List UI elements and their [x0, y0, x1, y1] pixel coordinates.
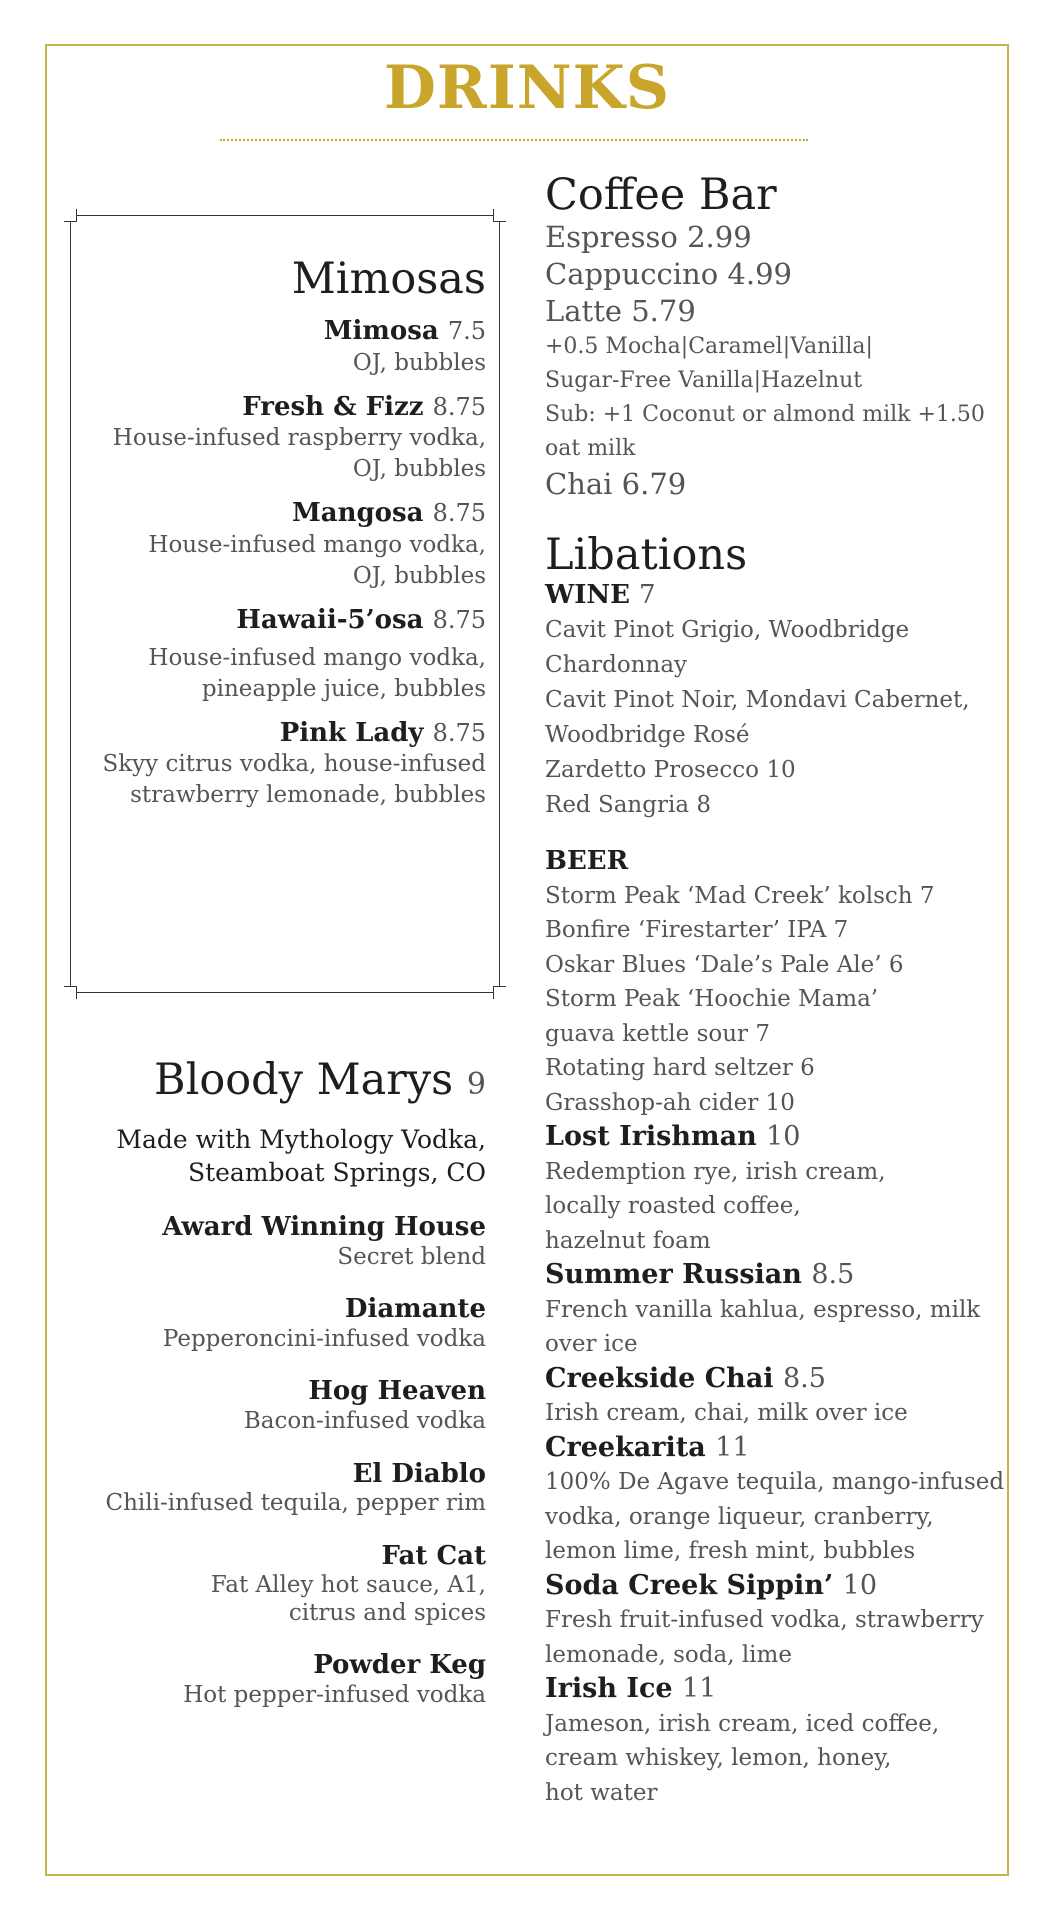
beer-line: Storm Peak ‘Hoochie Mama’ — [545, 986, 879, 1013]
item-name: Lost Irishman 10 — [545, 1121, 801, 1153]
beer-line: Grasshop-ah cider 10 — [545, 1089, 795, 1116]
beer-line: Rotating hard seltzer 6 — [545, 1055, 815, 1082]
item-price: 10 — [842, 1569, 878, 1601]
menu-item — [102, 391, 486, 486]
item-price: 8.75 — [432, 718, 486, 747]
beer-line: Storm Peak ‘Mad Creek’ kolsch 7 — [545, 882, 935, 909]
bloody-marys-section — [106, 1057, 487, 1709]
coffee-item: Espresso 2.99 — [545, 220, 752, 255]
item-price: 11 — [715, 1431, 750, 1463]
item-price: 8.75 — [432, 392, 486, 421]
box-corner — [493, 209, 506, 222]
wine-price: 7 — [639, 580, 656, 611]
item-description: Irish cream, chai, milk over ice — [545, 1400, 908, 1427]
wine-line: Zardetto Prosecco 10 — [545, 756, 796, 783]
libations-section — [545, 532, 1004, 1810]
cocktail-item — [545, 1362, 1004, 1431]
item-description: House-infused mango vodka, OJ, bubbles — [148, 531, 486, 589]
item-description: OJ, bubbles — [352, 349, 486, 376]
item-description: Skyy citrus vodka, house-infused strawberry lemonade, bubbles — [102, 751, 486, 809]
item-description: Fresh fruit-infused vodka, strawberry lemonade, soda, lime — [545, 1607, 984, 1668]
item-description: Secret blend — [337, 1243, 486, 1270]
beer-line: guava kettle sour 7 — [545, 1020, 770, 1047]
coffee-flavors: Sugar-Free Vanilla|Hazelnut — [545, 367, 863, 393]
mimosas-heading: Mimosas — [291, 254, 486, 304]
beer-line: Bonfire ‘Firestarter’ IPA 7 — [545, 917, 849, 944]
mimosas-section — [102, 256, 486, 811]
item-name: Fresh & Fizz 8.75 — [242, 391, 486, 422]
coffee-flavors: +0.5 Mocha|Caramel|Vanilla| — [545, 333, 873, 359]
menu-item — [106, 1458, 487, 1518]
menu-item — [102, 604, 486, 705]
menu-item — [102, 717, 486, 812]
item-name: Creekside Chai 8.5 — [545, 1362, 826, 1394]
box-corner — [64, 209, 77, 222]
wine-line: Chardonnay — [545, 652, 688, 679]
coffee-milk-sub: oat milk — [545, 436, 636, 462]
cocktail-item — [545, 1120, 1004, 1258]
beer-line: Oskar Blues ‘Dale’s Pale Ale’ 6 — [545, 951, 904, 978]
menu-item — [102, 497, 486, 592]
item-description: Jameson, irish cream, iced coffee, cream whiskey, lemon, honey, hot water — [545, 1710, 940, 1806]
item-name: Creekarita 11 — [545, 1431, 750, 1463]
beer-heading: BEER — [545, 845, 629, 876]
coffee-item: Chai 6.79 — [545, 467, 687, 502]
cocktail-item — [545, 1569, 1004, 1673]
menu-item — [106, 1211, 487, 1271]
menu-item — [106, 1375, 487, 1435]
item-name: Mimosa 7.5 — [323, 316, 486, 347]
cocktail-item — [545, 1431, 1004, 1569]
item-price: 8.75 — [432, 606, 486, 635]
coffee-item: Cappuccino 4.99 — [545, 257, 792, 292]
item-description: French vanilla kahlua, espresso, milk over ice — [545, 1296, 981, 1358]
item-description: 100% De Agave tequila, mango-infused vodka, orange liqueur, cranberry, lemon lime, fresh mint, bubbles — [545, 1469, 1005, 1565]
menu-item — [106, 1649, 487, 1709]
item-name: Hawaii-5’osa 8.75 — [236, 605, 486, 636]
item-price: 10 — [766, 1121, 801, 1153]
item-name: Fat Cat — [381, 1540, 486, 1571]
item-name: Hog Heaven — [308, 1376, 486, 1407]
item-description: Pepperoncini-infused vodka — [162, 1325, 486, 1352]
wine-heading: WINE 7 — [545, 580, 656, 611]
item-description: House-infused raspberry vodka, OJ, bubbles — [112, 425, 486, 483]
item-price: 8.5 — [811, 1259, 855, 1291]
page-title: DRINKS — [383, 53, 671, 123]
bloody-marys-heading: Bloody Marys 9 — [154, 1055, 486, 1105]
menu-item — [106, 1293, 487, 1353]
cocktail-item — [545, 1672, 1004, 1810]
bloody-marys-intro: Made with Mythology Vodka, Steamboat Springs, CO — [116, 1125, 486, 1187]
item-description: Fat Alley hot sauce, A1, citrus and spices — [210, 1572, 486, 1626]
coffee-milk-sub: Sub: +1 Coconut or almond milk +1.50 — [545, 401, 985, 427]
menu-item — [102, 315, 486, 379]
bloody-marys-price: 9 — [466, 1067, 486, 1102]
item-description: Redemption rye, irish cream, locally roasted coffee, hazelnut foam — [545, 1158, 886, 1254]
item-price: 7.5 — [447, 317, 486, 346]
coffee-bar-heading: Coffee Bar — [545, 170, 777, 220]
wine-line: Cavit Pinot Grigio, Woodbridge — [545, 617, 910, 644]
title-divider — [220, 139, 808, 141]
item-name: Summer Russian 8.5 — [545, 1259, 855, 1291]
item-name: Award Winning House — [162, 1212, 486, 1243]
item-name: Soda Creek Sippin’ 10 — [545, 1569, 878, 1601]
libations-heading: Libations — [545, 530, 748, 580]
item-name: Powder Keg — [313, 1650, 486, 1681]
item-name: Irish Ice 11 — [545, 1673, 717, 1705]
item-description: Hot pepper-infused vodka — [183, 1681, 486, 1708]
wine-line: Cavit Pinot Noir, Mondavi Cabernet, — [545, 687, 970, 713]
cocktail-item — [545, 1258, 1004, 1362]
menu-item — [106, 1540, 487, 1628]
box-corner — [64, 986, 77, 999]
item-price: 8.75 — [432, 499, 486, 528]
coffee-item: Latte 5.79 — [545, 293, 696, 328]
wine-line: Woodbridge Rosé — [545, 721, 750, 748]
wine-line: Red Sangria 8 — [545, 791, 711, 818]
item-description: Chili-infused tequila, pepper rim — [105, 1490, 486, 1517]
item-name: Diamante — [344, 1294, 486, 1325]
item-price: 11 — [682, 1673, 717, 1705]
box-corner — [493, 986, 506, 999]
coffee-bar-section — [545, 172, 985, 504]
item-price: 8.5 — [782, 1362, 826, 1394]
item-description: Bacon-infused vodka — [243, 1407, 486, 1434]
item-description: House-infused mango vodka, pineapple juice, bubbles — [148, 644, 486, 702]
item-name: Pink Lady 8.75 — [279, 717, 486, 748]
item-name: El Diablo — [352, 1458, 486, 1489]
item-name: Mangosa 8.75 — [291, 498, 486, 529]
